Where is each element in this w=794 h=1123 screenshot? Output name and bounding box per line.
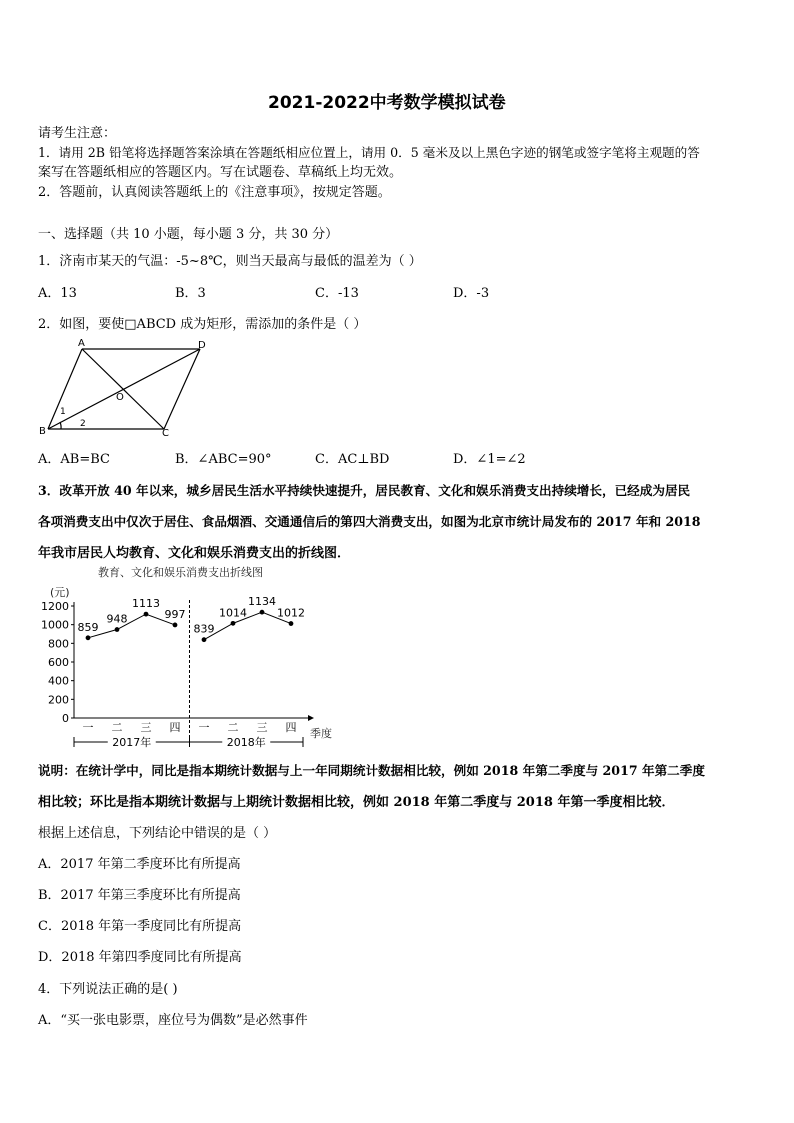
question-1-option-a: A．13	[38, 286, 77, 301]
y-axis-label: (元)	[50, 586, 70, 599]
x-axis-label: 季度	[310, 727, 332, 740]
question-3-ask: 根据上述信息，下列结论中错误的是（ ）	[38, 826, 277, 841]
question-1-option-b: B．3	[175, 286, 206, 301]
vertex-b-label: B	[39, 426, 46, 436]
center-o-label: O	[116, 392, 124, 403]
angle-1-label: 1	[60, 407, 66, 417]
data-point	[260, 610, 265, 615]
question-3-option-c: C．2018 年第一季度同比有所提高	[38, 919, 242, 934]
x-tick-label: 三	[256, 721, 268, 734]
question-3-note-2: 相比较；环比是指本期统计数据与上期统计数据相比较，例如 2018 年第二季度与 2018 年第一季度相比较．	[38, 795, 675, 810]
data-label: 948	[106, 612, 128, 626]
x-tick-label: 一	[82, 721, 94, 734]
notice-heading: 请考生注意：	[38, 126, 117, 141]
question-3-stem-2: 各项消费支出中仅次于居住、食品烟酒、交通通信后的第四大消费支出，如图为北京市统计局发布的 2017 年和 2018	[38, 514, 701, 529]
question-2-option-a: A．AB=BC	[38, 452, 110, 467]
question-3-option-a: A．2017 年第二季度环比有所提高	[38, 857, 241, 872]
y-tick-label: 1000	[41, 618, 69, 632]
vertex-c-label: C	[162, 428, 169, 436]
data-point	[289, 621, 294, 626]
x-tick-label: 一	[198, 721, 210, 734]
question-3-option-d: D．2018 年第四季度同比有所提高	[38, 950, 242, 965]
data-point	[173, 623, 178, 628]
section-heading: 一、选择题（共 10 小题，每小题 3 分，共 30 分）	[38, 227, 339, 242]
notice-line-1a: 1．请用 2B 铅笔将选择题答案涂填在答题纸相应位置上，请用 0．5 毫米及以上黑色字迹的钢笔或签字笔将主观题的答	[38, 145, 700, 160]
data-point	[231, 621, 236, 626]
y-tick-label: 800	[48, 637, 69, 651]
question-3-option-b: B．2017 年第三季度环比有所提高	[38, 888, 241, 903]
question-2-option-c: C．AC⊥BD	[315, 452, 390, 467]
vertex-d-label: D	[198, 340, 206, 351]
x-axis-arrow	[308, 715, 314, 721]
data-label: 839	[193, 622, 215, 636]
question-1-option-c: C．-13	[315, 286, 359, 301]
question-2-option-b: B．∠ABC=90°	[175, 452, 272, 467]
x-tick-label: 三	[140, 721, 152, 734]
question-4-option-a: A．“买一张电影票，座位号为偶数”是必然事件	[38, 1013, 308, 1028]
line-chart	[38, 562, 358, 754]
side-ba	[48, 349, 82, 429]
chart-title: 教育、文化和娱乐消费支出折线图	[98, 566, 263, 579]
question-4-stem: 4．下列说法正确的是( )	[38, 982, 178, 997]
data-point	[144, 612, 149, 617]
y-tick-label: 600	[48, 656, 69, 669]
angle-2-label: 2	[80, 419, 86, 429]
x-tick-label: 四	[285, 721, 297, 734]
x-tick-label: 四	[169, 721, 181, 734]
question-3-stem-3: 年我市居民人均教育、文化和娱乐消费支出的折线图．	[38, 546, 351, 561]
question-2-option-d: D．∠1=∠2	[453, 452, 526, 467]
data-label: 997	[164, 607, 186, 621]
data-label: 1014	[219, 606, 247, 620]
vertex-a-label: A	[78, 338, 85, 349]
data-label: 1134	[248, 595, 276, 609]
angle-arc	[60, 422, 61, 429]
data-label: 1113	[132, 597, 160, 611]
y-tick-label: 400	[48, 674, 69, 688]
question-1-option-d: D．-3	[453, 286, 490, 301]
question-3-note-1: 说明：在统计学中，同比是指本期统计数据与上一年同期统计数据相比较，例如 2018 年第二季度与 2017 年第二季度	[38, 763, 705, 778]
data-point	[115, 627, 120, 632]
notice-line-1b: 案写在答题纸相应的答题区内。写在试题卷、草稿纸上均无效。	[38, 165, 403, 180]
question-3-stem-1: 3．改革开放 40 年以来，城乡居民生活水平持续快速提升，居民教育、文化和娱乐消费支出持续增长，已经成为居民	[38, 483, 691, 498]
data-label: 859	[77, 620, 99, 634]
diagonal-bd	[48, 349, 200, 429]
y-tick-label: 0	[62, 712, 69, 725]
question-1-stem: 1．济南市某天的气温：-5~8℃，则当天最高与最低的温差为（ ）	[38, 254, 422, 269]
year-label: 2018年	[226, 736, 266, 749]
parallelogram-figure	[38, 336, 218, 436]
x-tick-label: 二	[227, 721, 239, 734]
year-label: 2017年	[112, 736, 152, 749]
x-tick-label: 二	[111, 721, 123, 734]
side-dc	[164, 349, 200, 429]
y-tick-label: 200	[48, 693, 69, 707]
data-label: 1012	[277, 606, 305, 620]
question-2-stem: 2．如图，要使□ABCD 成为矩形，需添加的条件是（ ）	[38, 317, 367, 332]
data-point	[86, 635, 91, 640]
y-tick-label: 1200	[41, 600, 69, 613]
data-point	[202, 637, 207, 642]
page-title: 2021-2022中考数学模拟试卷	[268, 93, 506, 113]
series-line	[88, 614, 175, 638]
notice-line-2: 2．答题前，认真阅读答题纸上的《注意事项》，按规定答题。	[38, 185, 391, 200]
